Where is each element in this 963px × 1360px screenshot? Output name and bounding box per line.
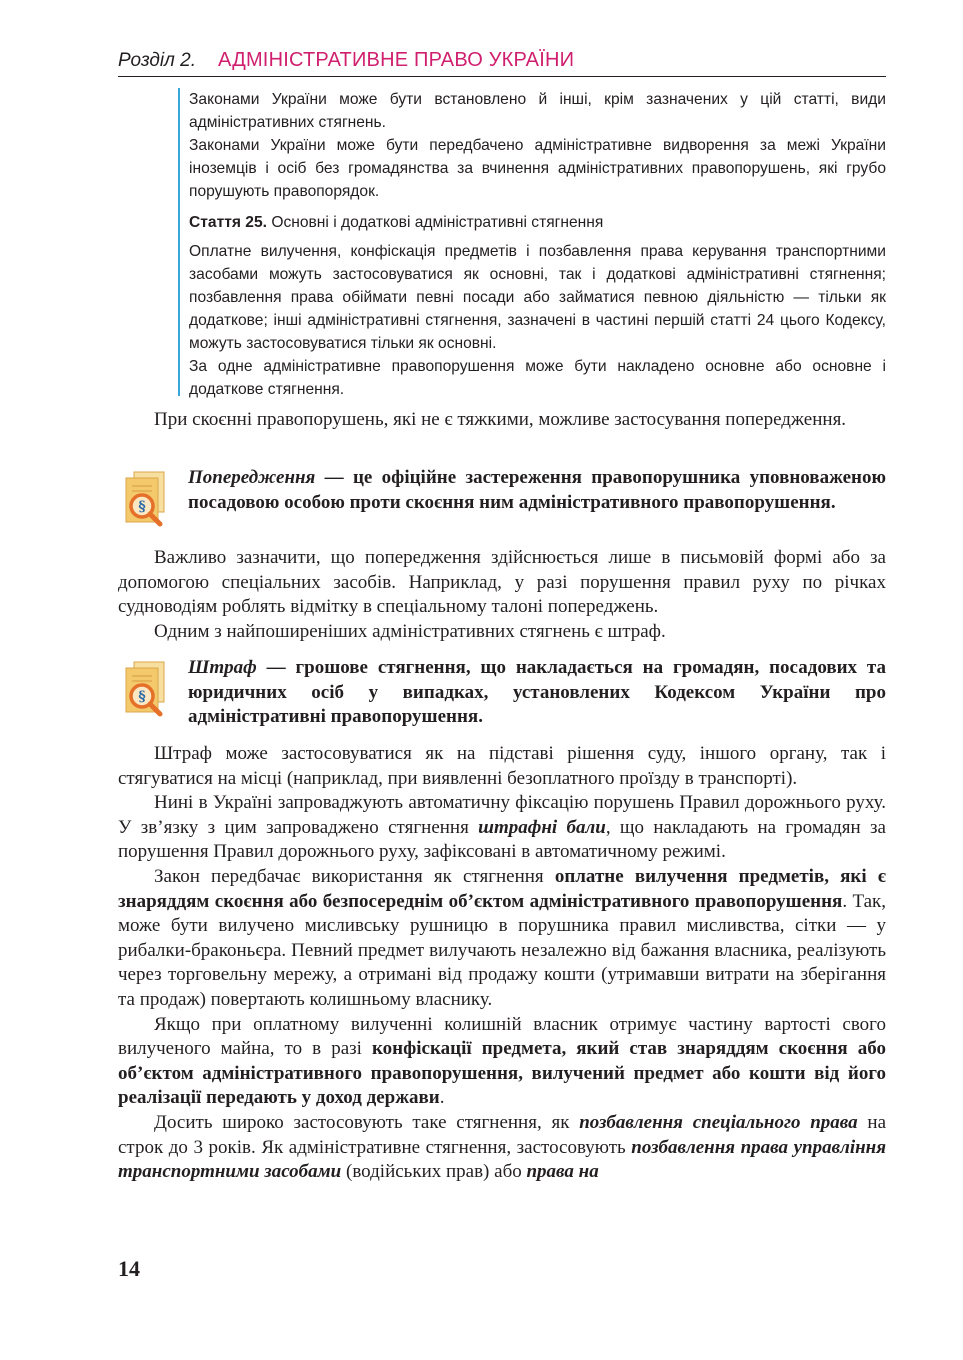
article-heading: [189, 211, 886, 234]
svg-text:§: §: [138, 689, 146, 705]
body-section-2: [118, 546, 886, 644]
definition-body: — грошове стягнення, що накладається на громадян, посадових та юридичних осіб у випадках, установлених Кодексом України про адміністративні правопорушення.: [188, 657, 886, 728]
emphasis-term: позбавлення права управління транспортними засобами: [118, 1136, 886, 1183]
law-document-icon: [118, 470, 174, 530]
page-number: 14: [118, 1256, 140, 1281]
article-title: Основні і додаткові адміністративні стягнення: [271, 214, 604, 231]
definition-text: [188, 466, 886, 515]
quote-paragraph: Оплатне вилучення, конфіскація предметів і позбавлення права керування транспортними засобами можуть застосовуватися як основні, так і додаткові адміністративні стягнення; позбавлення права обіймати певні посади або займатися певною діяльністю — тільки як додаткове; інші адміністративні стягнення, зазначені в частині першій статті 24 цього Кодексу, можуть застосовуватися тільки як основні.: [189, 243, 886, 352]
body-section-3: [118, 742, 886, 1185]
emphasis-term: права на: [526, 1161, 599, 1183]
paragraph: [118, 791, 886, 865]
text-run: Якщо при оплатному вилученні колишній власник отримує частину вартості свого вилученого майна, то в разі: [118, 1013, 886, 1060]
paragraph: [118, 1111, 886, 1185]
definition-term: Штраф: [188, 657, 257, 678]
law-quote-block: [178, 88, 886, 396]
paragraph: Важливо зазначити, що попередження здійснюється лише в письмовій формі або за допомогою спеціальних засобів. Наприклад, у разі порушення правил руху по річках судноводіям роблять відмітку в спеціальному талоні попереджень.: [118, 547, 886, 618]
text-run: . Так, може бути вилучено мисливську рушницю в порушника правил мисливства, сітки — у рибалки-браконьєра. Певний предмет вилучають незалежно від бажання власника, реалізують через торговельну мережу, а отримані від продажу кошти (утримавши витрати на зберігання та продаж) повертають колишньому власнику.: [118, 890, 886, 1010]
quote-paragraph: За одне адміністративне правопорушення може бути накладено основне або основне і додаткове стягнення.: [189, 358, 886, 398]
quote-paragraph: Законами України може бути встановлено й інші, крім зазначених у цій статті, види адміністративних стягнень.: [189, 91, 886, 131]
text-run: Досить широко застосовують таке стягнення, як: [154, 1111, 580, 1133]
paragraph: Одним з найпоширеніших адміністративних стягнень є штраф.: [154, 620, 666, 642]
paragraph: [118, 1013, 886, 1111]
chapter-title: АДМІНІСТРАТИВНЕ ПРАВО УКРАЇНИ: [218, 49, 575, 71]
definition-warning: [118, 466, 886, 515]
text-run: на строк до 3 років. Як адміністративне стягнення, застосовують: [118, 1111, 887, 1158]
running-header: [118, 46, 886, 77]
text-run: .: [439, 1087, 445, 1109]
paragraph: Штраф може застосовуватися як на підставі рішення суду, іншого органу, так і стягуватися на місці (наприклад, при виявленні безоплатного проїзду в транспорті).: [118, 743, 886, 789]
text-run: Нині в Україні запроваджують автоматичну фіксацію порушень Правил дорожнього руху. У зв’язку з цим запроваджено стягнення: [118, 792, 886, 838]
text-run: Закон передбачає використання як стягнення: [154, 865, 555, 887]
law-document-icon: [118, 660, 174, 720]
emphasis-phrase: оплатне вилучення предметів, які є знаряддям скоєння або безпосереднім об’єктом адміністративного правопорушення: [118, 865, 886, 912]
definition-fine: [118, 656, 886, 730]
emphasis-phrase: конфіскації предмета, який став знаряддям скоєння або об’єктом адміністративного правопорушення, вилучений предмет або кошти від його реалізації передають у доход держави: [118, 1038, 886, 1109]
article-number: Стаття 25.: [189, 214, 267, 231]
svg-text:§: §: [138, 499, 146, 515]
body-section-1: [118, 408, 886, 433]
definition-text: [188, 656, 886, 730]
text-run: (водійських прав) або: [341, 1161, 527, 1183]
definition-body: — це офіційне застереження правопорушника уповноваженою посадовою особою проти скоєння ним адміністративного правопорушення.: [188, 467, 886, 513]
text-run: , що накладають на громадян за порушення Правил дорожнього руху, зафіксовані в автоматичному режимі.: [118, 816, 886, 863]
paragraph: [118, 865, 886, 1013]
emphasis-term: штрафні бали: [478, 816, 606, 838]
quote-paragraph: Законами України може бути передбачено адміністративне видворення за межі України іноземців і осіб без громадянства за вчинення адміністративних правопорушень, які грубо порушують правопорядок.: [189, 137, 886, 200]
section-label: Розділ 2.: [118, 50, 196, 71]
paragraph: При скоєнні правопорушень, які не є тяжкими, можливе застосування попередження.: [154, 409, 847, 430]
definition-term: Попередження: [188, 467, 316, 488]
emphasis-term: позбавлення спеціального права: [579, 1111, 858, 1133]
